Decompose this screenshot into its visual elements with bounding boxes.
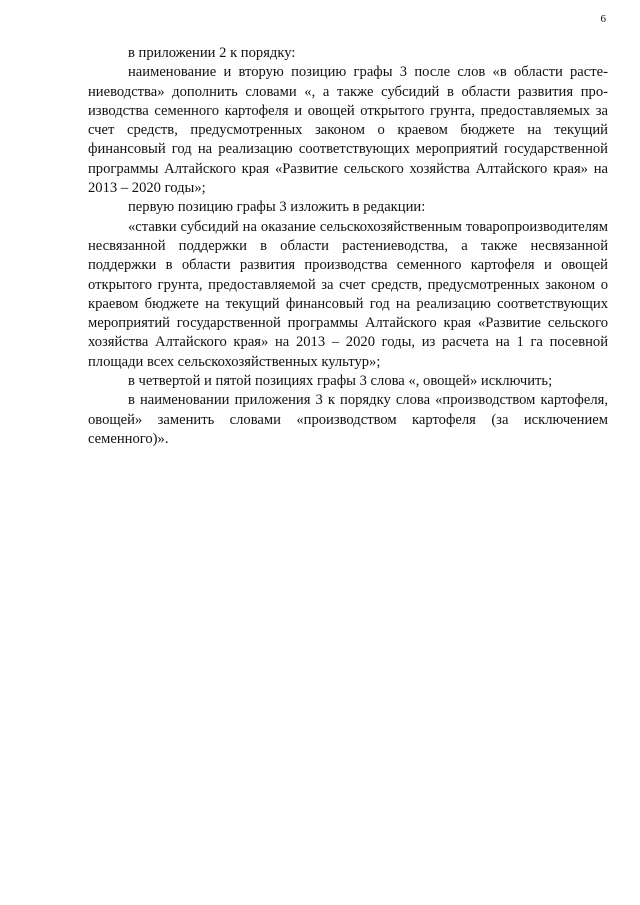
- paragraph-first-position-intro: первую позицию графы 3 изложить в редакции:: [128, 199, 426, 216]
- paragraph-appendix-3-name: в наименовании приложения 3 к порядку слова «производством картофеля, овощей» заменить словами «производством картофеля (за исключением семенного)».: [88, 392, 608, 447]
- document-body: [88, 44, 608, 449]
- page-number: 6: [600, 13, 606, 25]
- paragraph-name-and-second-position: наименование и вторую позицию графы 3 после слов «в области растениеводства» дополнить словами «, а также субсидий в области развития производства семенного картофеля и овощей открытого грунта, предоставляемых за счет средств, предусмотренных законом о краевом бюджете на текущий финансовый год на реализацию соответствующих мероприятий государственной программы Алтайского края «Развитие сельского хозяйства Алтайского края» на 2013 – 2020 годы»;: [88, 64, 608, 197]
- paragraph-appendix-2-intro: в приложении 2 к порядку:: [128, 45, 296, 61]
- paragraph-fourth-fifth-positions: в четвертой и пятой позициях графы 3 слова «, овощей» исключить;: [128, 373, 553, 390]
- paragraph-subsidy-rates-text: «ставки субсидий на оказание сельскохозяйственным товаропроизводителям несвязанной поддержки в области растениеводства, а также несвязанной поддержки в области развития производства семенного картофеля и овощей открытого грунта, предоставляемой за счет средств, предусмотренных законом о краевом бюджете на текущий финансовый год на реализацию соответствующих мероприятий государственной программы Алтайского края «Развитие сельского хозяйства Алтайского края» на 2013 – 2020 годы, из расчета на 1 га посевной площади всех сельскохозяйственных культур»;: [88, 218, 608, 370]
